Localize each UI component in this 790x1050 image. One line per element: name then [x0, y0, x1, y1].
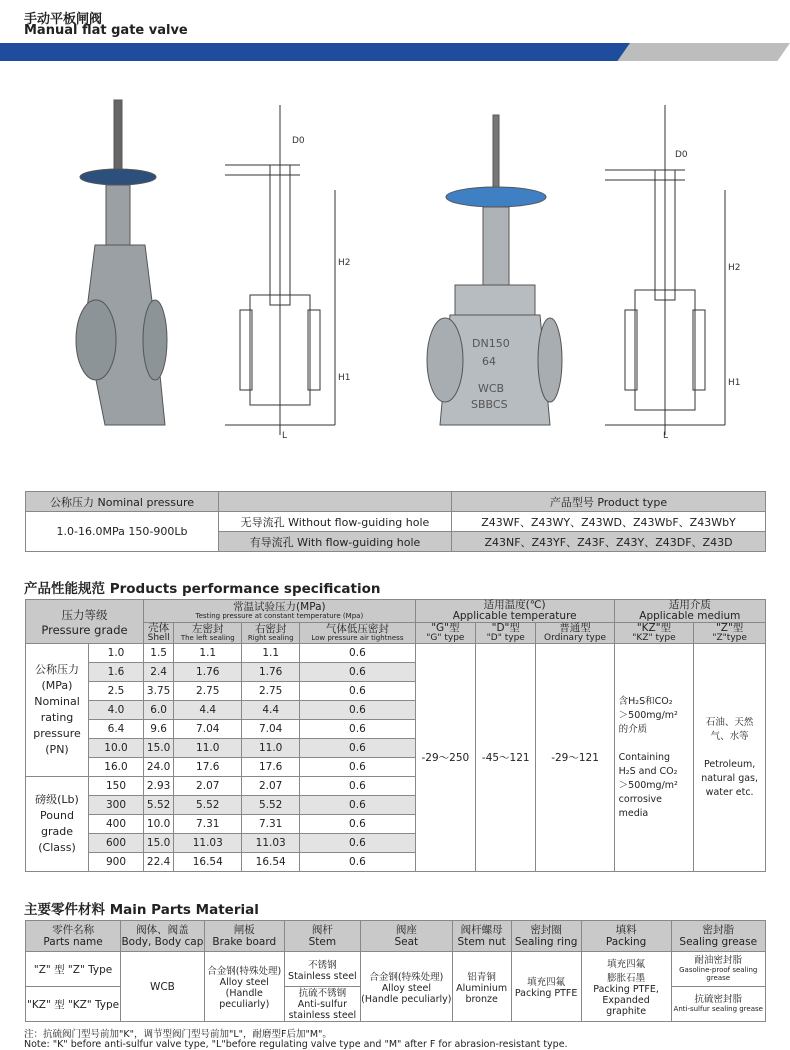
valve-drawing-1: [225, 105, 335, 435]
subheader-en: "G" type: [426, 633, 465, 643]
parts-header: [204, 921, 284, 952]
parts-section-title: 主要零件材料 Main Parts Material: [24, 902, 259, 918]
stem-z-material: 不锈钢 Stainless steel: [284, 952, 360, 987]
parts-header: [121, 921, 205, 952]
table-cell: 0.6: [300, 815, 416, 834]
table-cell: 2.93: [144, 777, 174, 796]
table-cell: 4.4: [174, 701, 242, 720]
header-cn: 阀杆螺母: [460, 924, 503, 936]
table-cell: 0.6: [300, 720, 416, 739]
valve-drawing-2: [605, 105, 725, 435]
page-title-cn: 手动平板闸阀: [24, 12, 103, 27]
brake-material: 合金钢(特殊处理) Alloy steel (Handle peculiarly): [204, 952, 284, 1022]
header-en: Brake board: [212, 936, 277, 948]
table-cell: 11.03: [242, 834, 300, 853]
l-label-1: L: [282, 431, 288, 441]
parts-header: [26, 921, 121, 952]
valve-photo-1: [76, 100, 167, 425]
parts-header: [284, 921, 360, 952]
table-cell: 11.0: [174, 739, 242, 758]
table-cell: 1.76: [242, 663, 300, 682]
h1-label-2: H1: [728, 378, 741, 388]
subheader-en: Ordinary type: [544, 633, 607, 643]
parts-z-type: "Z" 型 "Z" Type: [26, 952, 121, 987]
h2-label-2: H2: [728, 263, 741, 273]
table-cell: 2.75: [174, 682, 242, 701]
header-cn: 阀座: [395, 924, 417, 936]
l-label-2: L: [663, 431, 669, 441]
table-cell: 2.75: [242, 682, 300, 701]
temp-range: -29～250: [415, 644, 475, 872]
table-cell: 0.6: [300, 701, 416, 720]
table-cell: 10.0: [144, 815, 174, 834]
grease-z-cn: 耐油密封脂: [694, 955, 742, 966]
table-cell: 1.1: [174, 644, 242, 663]
casting-mark: WCB: [478, 382, 505, 395]
temp-header-en: Applicable temperature: [452, 610, 577, 622]
table-cell: 600: [89, 834, 144, 853]
perf-subheader: [415, 623, 475, 644]
table-cell: 2.4: [144, 663, 174, 682]
medium-header: 适用介质: [668, 599, 711, 611]
table-cell: 16.54: [174, 853, 242, 872]
header-en: Sealing grease: [679, 936, 758, 948]
note-en: Note: "K" before anti-sulfur valve type, "L"before regulating valve type and "M" after F for abrasion-resistant type.: [24, 1039, 568, 1050]
stem-kz-material: 抗硫不锈钢 Anti-sulfur stainless steel: [284, 987, 360, 1022]
perf-section-title: 产品性能规范 Products performance specification: [24, 581, 381, 597]
subheader-en: Right sealing: [247, 634, 294, 642]
subheader-en: "D" type: [486, 633, 525, 643]
temp-range: -45～121: [476, 644, 536, 872]
table-cell: 4.4: [242, 701, 300, 720]
table-cell: 15.0: [144, 834, 174, 853]
table-cell: 0.6: [300, 663, 416, 682]
table-cell: 0.6: [300, 853, 416, 872]
header-cn: 阀杆: [311, 924, 333, 936]
table-cell: 17.6: [174, 758, 242, 777]
seat-material: 合金钢(特殊处理) Alloy steel (Handle peculiarly): [360, 952, 452, 1022]
table-cell: 150: [89, 777, 144, 796]
h1-label-1: H1: [338, 373, 351, 383]
subheader-cn: 左密封: [192, 623, 224, 635]
nominal-pressure-table: [25, 491, 766, 552]
table-cell: 1.5: [144, 644, 174, 663]
table-cell: 16.54: [242, 853, 300, 872]
table-cell: 11.03: [174, 834, 242, 853]
perf-subheader: [300, 623, 416, 644]
table-cell: 7.31: [174, 815, 242, 834]
parts-header: [511, 921, 581, 952]
header-cn: 零件名称: [52, 924, 95, 936]
table-row: [26, 644, 766, 663]
test-pressure-header-en: Testing pressure at constant temperature (Mpa): [195, 612, 364, 620]
header-cn: 填料: [615, 924, 637, 936]
perf-subheader: [174, 623, 242, 644]
table-cell: 22.4: [144, 853, 174, 872]
page-title-en: Manual flat gate valve: [24, 23, 188, 38]
parts-header: [671, 921, 766, 952]
table-cell: 0.6: [300, 682, 416, 701]
parts-header: [581, 921, 671, 952]
table-cell: 1.76: [174, 663, 242, 682]
perf-subheader: [144, 623, 174, 644]
subheader-cn: 气体低压密封: [325, 623, 389, 635]
table-cell: 1.6: [89, 663, 144, 682]
pressure-unit-label: 公称压力 (MPa) Nominal rating pressure (PN): [26, 644, 89, 777]
table-cell: 17.6: [242, 758, 300, 777]
table-cell: 0.6: [300, 796, 416, 815]
table-cell: 0.6: [300, 758, 416, 777]
casting-mark: SBBCS: [471, 398, 508, 411]
performance-table: [25, 599, 766, 872]
table-cell: 1.0: [89, 644, 144, 663]
flow-hole-label: 有导流孔 With flow-guiding hole: [219, 532, 452, 552]
table-cell: 7.31: [242, 815, 300, 834]
product-types: Z43WF、Z43WY、Z43WD、Z43WbF、Z43WbY: [452, 512, 766, 532]
table-cell: 3.75: [144, 682, 174, 701]
header-en: Seat: [394, 936, 419, 948]
perf-subheader: [694, 623, 766, 644]
table-cell: 4.0: [89, 701, 144, 720]
table-cell: 2.07: [242, 777, 300, 796]
header-en: Parts name: [43, 936, 103, 948]
grease-kz-en: Anti-sulfur sealing grease: [673, 1005, 763, 1013]
valve-illustrations: [60, 95, 760, 455]
note-cn: 注：抗硫阀门型号前加"K"，调节型阀门型号前加"L"，耐磨型F后加"M"。: [24, 1029, 332, 1040]
table-cell: 15.0: [144, 739, 174, 758]
table-cell: 10.0: [89, 739, 144, 758]
table-cell: 5.52: [242, 796, 300, 815]
parts-header: [360, 921, 452, 952]
table-cell: 2.5: [89, 682, 144, 701]
table-cell: 0.6: [300, 739, 416, 758]
subheader-en: Shell: [147, 633, 170, 643]
pressure-range: 1.0-16.0MPa 150-900Lb: [26, 512, 219, 552]
header-en: Packing: [605, 936, 647, 948]
product-type-header: 产品型号 Product type: [452, 492, 766, 512]
nominal-pressure-header: 公称压力 Nominal pressure: [26, 492, 219, 512]
header-cn: 阀体、阀盖: [136, 924, 189, 936]
subheader-en: "KZ" type: [632, 633, 676, 643]
temp-header: 适用温度(℃): [483, 599, 546, 611]
test-pressure-header: 常温试验压力(MPa): [233, 601, 326, 613]
subheader-cn: "KZ"型: [636, 622, 672, 634]
pressure-unit-label: 磅级(Lb) Pound grade (Class): [26, 777, 89, 872]
header-en: Stem: [308, 936, 337, 948]
table-cell: 5.52: [174, 796, 242, 815]
table-cell: 300: [89, 796, 144, 815]
table-cell: 0.6: [300, 644, 416, 663]
sealing-ring-material: 填充四氟 Packing PTFE: [511, 952, 581, 1022]
header-en: Stem nut: [457, 936, 506, 948]
table-cell: 16.0: [89, 758, 144, 777]
temp-range: -29～121: [536, 644, 614, 872]
subheader-en: Low pressure air tightness: [311, 634, 404, 642]
parts-table: [25, 920, 766, 1022]
header-cn: 闸板: [233, 924, 255, 936]
body-material: WCB: [121, 952, 205, 1022]
subheader-cn: "G"型: [431, 622, 460, 634]
casting-mark: DN150: [472, 337, 510, 350]
table-cell: 7.04: [174, 720, 242, 739]
stem-nut-material: 铝青铜 Aluminium bronze: [452, 952, 511, 1022]
casting-mark: 64: [482, 355, 496, 368]
perf-subheader: [536, 623, 614, 644]
z-medium: 石油、天然 气、水等 Petroleum, natural gas, water etc.: [694, 644, 766, 872]
subheader-cn: "D"型: [491, 622, 520, 634]
table-cell: 1.1: [242, 644, 300, 663]
header-en: Sealing ring: [514, 936, 578, 948]
subheader-en: "Z"type: [712, 633, 747, 643]
table-cell: 900: [89, 853, 144, 872]
h2-label-1: H2: [338, 258, 351, 268]
pressure-grade-header: 压力等级 Pressure grade: [26, 600, 144, 644]
medium-header-en: Applicable medium: [639, 610, 741, 622]
table-cell: 2.07: [174, 777, 242, 796]
d0-label-2: D0: [675, 150, 688, 160]
grease-z-en: Gasoline-proof sealing grease: [679, 966, 758, 982]
table-cell: 9.6: [144, 720, 174, 739]
perf-subheader: [476, 623, 536, 644]
table-cell: 0.6: [300, 834, 416, 853]
packing-material: 填充四氟 膨胀石墨 Packing PTFE, Expanded graphite: [581, 952, 671, 1022]
header-en: Body, Body cap: [121, 936, 204, 948]
table-cell: 11.0: [242, 739, 300, 758]
parts-header: [452, 921, 511, 952]
perf-subheader: [242, 623, 300, 644]
perf-subheader: [614, 623, 694, 644]
subheader-cn: "Z"型: [715, 622, 744, 634]
header-cn: 密封圈: [530, 924, 562, 936]
table-cell: 0.6: [300, 777, 416, 796]
table-cell: 7.04: [242, 720, 300, 739]
product-types: Z43NF、Z43YF、Z43F、Z43Y、Z43DF、Z43D: [452, 532, 766, 552]
subheader-cn: 普通型: [559, 622, 591, 634]
subheader-en: The left sealing: [180, 634, 235, 642]
grease-kz-cn: 抗硫密封脂: [694, 994, 742, 1005]
kz-medium: 含H₂S和CO₂ ＞500mg/m² 的介质 Containing H₂S and CO₂ ＞500mg/m² corrosive media: [614, 644, 694, 872]
subheader-cn: 壳体: [148, 622, 170, 634]
subheader-cn: 右密封: [254, 623, 287, 635]
d0-label-1: D0: [292, 136, 305, 146]
header-cn: 密封脂: [702, 924, 734, 936]
valve-photo-2: [427, 115, 562, 425]
table-cell: 24.0: [144, 758, 174, 777]
header-band: [0, 43, 790, 61]
table-cell: 5.52: [144, 796, 174, 815]
table-cell: 6.4: [89, 720, 144, 739]
table-cell: 6.0: [144, 701, 174, 720]
parts-kz-type: "KZ" 型 "KZ" Type: [26, 987, 121, 1022]
table-cell: 400: [89, 815, 144, 834]
flow-hole-label: 无导流孔 Without flow-guiding hole: [219, 512, 452, 532]
